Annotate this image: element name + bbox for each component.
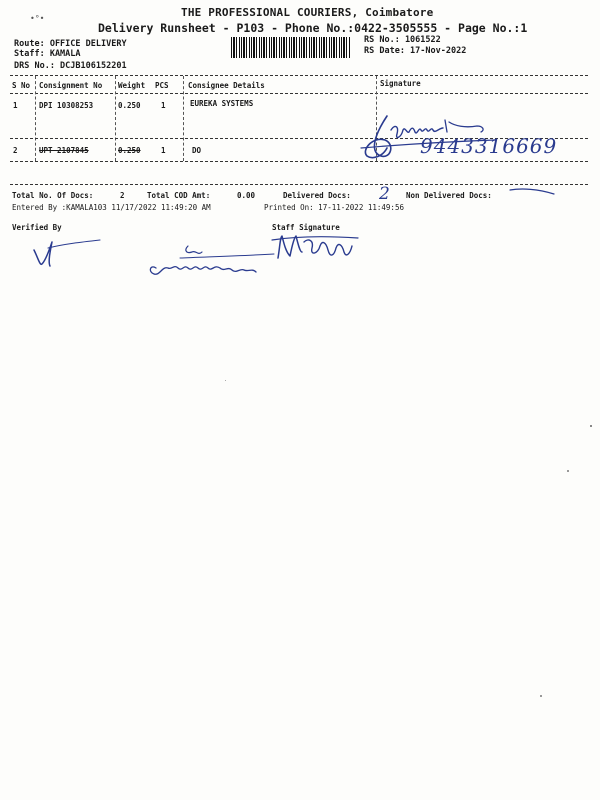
scan-speck <box>567 470 569 472</box>
table-bottom-rule <box>10 161 588 162</box>
cod-label: Total COD Amt: <box>147 191 211 200</box>
runsheet-title: Delivery Runsheet - P103 - Phone No.:0422-3505555 - Page No.:1 <box>98 21 528 35</box>
column-separator <box>115 76 116 161</box>
total-docs-value: 2 <box>120 191 125 200</box>
row-weight: 0.250 <box>118 146 141 155</box>
non-delivered-label: Non Delivered Docs: <box>406 191 492 200</box>
verifier-signature <box>28 232 108 272</box>
non-delivered-dash <box>508 186 558 196</box>
row-consignee: DO <box>192 146 202 155</box>
col-header-pcs: PCS <box>155 81 169 90</box>
delivered-label: Delivered Docs: <box>283 191 351 200</box>
scan-speck <box>540 695 542 697</box>
col-header-sno: S No <box>12 81 31 90</box>
row-weight: 0.250 <box>118 101 141 110</box>
scan-speck <box>590 425 592 427</box>
row-pcs: 1 <box>161 146 166 155</box>
column-separator <box>35 76 36 161</box>
handwritten-delivered-count: 2 <box>379 184 390 204</box>
scan-speck <box>225 380 226 381</box>
total-docs-label: Total No. Of Docs: <box>12 191 94 200</box>
staff-signature <box>268 228 368 264</box>
col-header-consignee: Consignee Details <box>188 81 265 90</box>
entered-by: Entered By :KAMALA103 11/17/2022 11:49:20 AM <box>12 203 211 212</box>
row-consignee: EUREKA SYSTEMS <box>190 99 254 108</box>
printed-on: Printed On: 17-11-2022 11:49:56 <box>264 203 404 212</box>
staff-signature-label: Staff Signature <box>272 223 340 232</box>
row-consignment: DPI 10308253 <box>39 101 94 110</box>
row-sno: 2 <box>13 146 18 155</box>
barcode <box>231 37 351 58</box>
rs-number: RS No.: 1061522 <box>364 35 441 45</box>
scan-mark: •°• <box>30 14 45 23</box>
staff-label: Staff: KAMALA <box>14 49 81 59</box>
row-consignment: UPT 2107845 <box>39 146 89 155</box>
company-title: THE PROFESSIONAL COURIERS, Coimbatore <box>181 6 434 19</box>
col-header-consignment: Consignment No <box>39 81 103 90</box>
column-separator <box>183 76 184 161</box>
handwritten-phone: 9443316669 <box>420 134 558 158</box>
row-pcs: 1 <box>161 101 166 110</box>
col-header-weight: Weight <box>118 81 146 90</box>
verified-by-label: Verified By <box>12 223 62 232</box>
col-header-signature: Signature <box>380 79 421 88</box>
table-header-rule <box>10 93 588 94</box>
drs-number: DRS No.: DCJB106152201 <box>14 61 127 71</box>
row-sno: 1 <box>13 101 18 110</box>
table-top-rule <box>10 75 588 76</box>
rs-date: RS Date: 17-Nov-2022 <box>364 46 467 56</box>
handwritten-note <box>140 242 280 282</box>
route-label: Route: OFFICE DELIVERY <box>14 39 127 49</box>
cod-value: 0.00 <box>237 191 256 200</box>
footer-rule <box>10 184 588 185</box>
